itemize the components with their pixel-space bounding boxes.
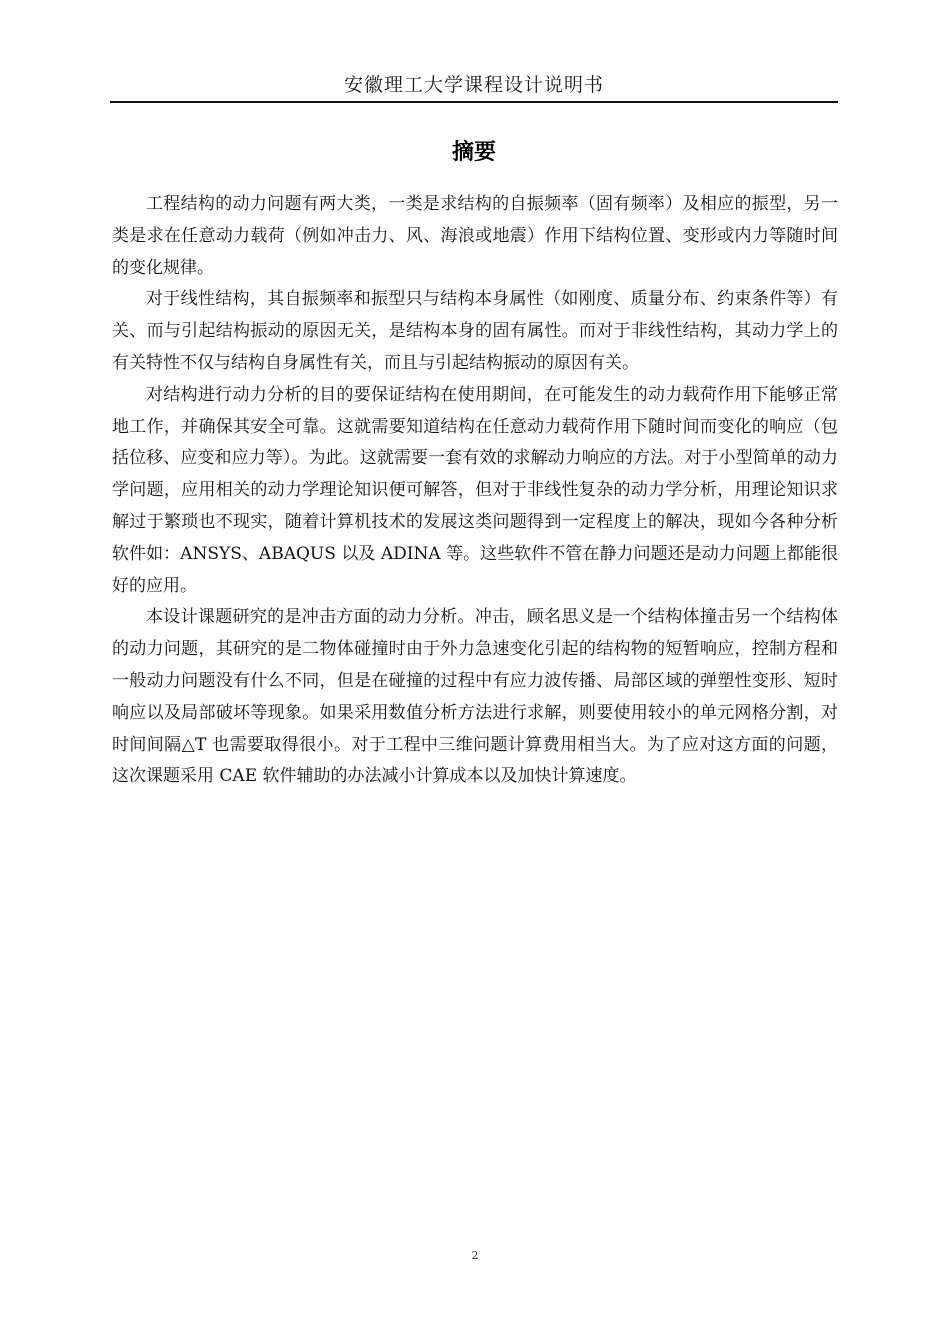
abstract-paragraph: 本设计课题研究的是冲击方面的动力分析。冲击，顾名思义是一个结构体撞击另一个结构体的动力问题，其研究的是二物体碰撞时由于外力急速变化引起的结构物的短暂响应，控制方程和一般动力问题没有什么不同，但是在碰撞的过程中有应力波传播、局部区域的弹塑性变形、短时响应以及局部破坏等现象。如果采用数值分析方法进行求解，则要使用较小的单元网格分割，对时间间隔△T 也需要取得很小。对于工程中三维问题计算费用相当大。为了应对这方面的问题，这次课题采用 CAE 软件辅助的办法减小计算成本以及加快计算速度。 xyxy=(112,607,838,787)
header-rule xyxy=(110,101,838,103)
running-header: 安徽理工大学课程设计说明书 xyxy=(343,74,604,96)
page-number: 2 xyxy=(471,1249,479,1262)
abstract-paragraph: 工程结构的动力问题有两大类，一类是求结构的自振频率（固有频率）及相应的振型，另一类是求在任意动力载荷（例如冲击力、风、海浪或地震）作用下结构位置、变形或内力等随时间的变化规律。 xyxy=(112,194,838,278)
abstract-paragraph: 对于线性结构，其自振频率和振型只与结构本身属性（如刚度、质量分布、约束条件等）有关、而与引起结构振动的原因无关，是结构本身的固有属性。而对于非线性结构，其动力学上的有关特性不仅与结构自身属性有关，而且与引起结构振动的原因有关。 xyxy=(112,289,838,373)
abstract-heading: 摘要 xyxy=(451,140,496,165)
abstract-paragraph: 对结构进行动力分析的目的要保证结构在使用期间，在可能发生的动力载荷作用下能够正常地工作，并确保其安全可靠。这就需要知道结构在任意动力载荷作用下随时间而变化的响应（包括位移、应变和应力等）。为此。这就需要一套有效的求解动力响应的方法。对于小型简单的动力学问题，应用相关的动力学理论知识便可解答，但对于非线性复杂的动力学分析，用理论知识求解过于繁琐也不现实，随着计算机技术的发展这类问题得到一定程度上的解决，现如今各种分析软件如：ANSYS、ABAQUS 以及 ADINA 等。这些软件不管在静力问题还是动力问题上都能很好的应用。 xyxy=(112,384,838,596)
abstract-body xyxy=(112,189,838,793)
